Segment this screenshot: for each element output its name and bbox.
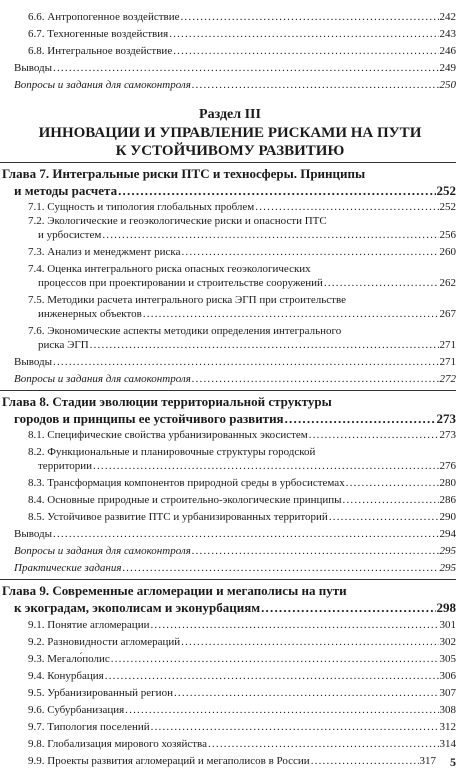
toc-entry-page: 273 <box>439 429 456 441</box>
chapter-divider <box>0 579 456 580</box>
toc-entry-title-cont: территории <box>38 460 93 472</box>
chapter-title-line2 <box>0 411 460 427</box>
chapter-title-cont: к экоградам, экополисам и эконурбациям <box>14 600 261 615</box>
page-number: 5 <box>450 755 456 769</box>
section-title-line2: К УСТОЙЧИВОМУ РАЗВИТИЮ <box>115 143 345 159</box>
chapter-page: 252 <box>436 183 456 198</box>
toc-entry-page: 250 <box>439 79 456 91</box>
toc-entry-title: 9.4. Конурбация <box>28 670 104 682</box>
dot-leader <box>255 200 438 214</box>
dot-leader <box>53 61 438 75</box>
toc-entry-page: 306 <box>439 670 456 682</box>
toc-entry-title: 6.8. Интегральное воздействие <box>28 45 173 57</box>
dot-leader <box>324 276 439 290</box>
toc-entry-title: 8.5. Устойчивое развитие ПТС и урбанизированных территорий <box>28 511 328 523</box>
toc-entry-practical <box>0 561 460 575</box>
toc-entry-page: 312 <box>439 721 456 733</box>
toc-entry-title: 9.5. Урбанизированный регион <box>28 687 173 699</box>
dot-leader <box>180 10 438 24</box>
dot-leader <box>93 459 438 473</box>
toc-entry-questions <box>0 78 460 92</box>
chapter-page: 273 <box>436 411 456 426</box>
toc-entry-page: 280 <box>439 477 456 489</box>
toc-entry-title-cont: инженерных объектов <box>38 308 142 320</box>
toc-entry-title-cont: риска ЭГП <box>38 339 89 351</box>
toc-entry-title: 9.7. Типология поселений <box>28 721 150 733</box>
toc-entry-page: 305 <box>439 653 456 665</box>
toc-entry-page: 301 <box>439 619 456 631</box>
dot-leader <box>105 669 439 683</box>
toc-entry <box>0 245 460 259</box>
toc-entry-title: 8.1. Специфические свойства урбанизированных экосистем <box>28 429 308 441</box>
toc-entry-title-cont: процессов при проектировании и строительстве сооружений <box>38 277 323 289</box>
toc-entry-title: 6.7. Техногенные воздействия <box>28 28 169 40</box>
toc-entry-title: Вопросы и задания для самоконтроля <box>14 373 191 385</box>
dot-leader <box>311 754 419 768</box>
toc-entry <box>0 307 460 321</box>
toc-entry-page: 262 <box>439 277 456 289</box>
toc-entry-page: 249 <box>439 62 456 74</box>
toc-entry-page: 243 <box>439 28 456 40</box>
toc-entry-title: Вопросы и задания для самоконтроля <box>14 545 191 557</box>
dot-leader <box>309 428 439 442</box>
dot-leader <box>125 703 438 717</box>
toc-entry-page: 242 <box>439 11 456 23</box>
dot-leader <box>102 228 438 242</box>
toc-entry <box>0 476 460 490</box>
toc-entry-title: 9.1. Понятие агломерации <box>28 619 150 631</box>
toc-entry-title: 9.6. Субурбанизация <box>28 704 125 716</box>
chapter-divider <box>0 390 456 391</box>
toc-entry-page: 307 <box>439 687 456 699</box>
toc-entry-title: 8.2. Функциональные и планировочные структуры городской <box>28 446 316 458</box>
chapter-title-line2 <box>0 183 460 199</box>
dot-leader <box>151 720 439 734</box>
toc-entry-page: 256 <box>439 229 456 241</box>
chapter-title-line2 <box>0 600 460 616</box>
toc-entry-title: 6.6. Антропогенное воздействие <box>28 11 180 23</box>
toc-entry-title: 9.8. Глобализация мирового хозяйства <box>28 738 207 750</box>
toc-entry-title: Выводы <box>14 62 53 74</box>
toc-entry-page: 302 <box>439 636 456 648</box>
chapter-title-cont: и методы расчета <box>14 183 118 198</box>
dot-leader <box>346 476 439 490</box>
toc-entry-title: 9.2. Разновидности агломераций <box>28 636 181 648</box>
toc-entry-title: 9.9. Проекты развития агломераций и мегаполисов в России <box>28 755 310 767</box>
toc-entry-page: 290 <box>439 511 456 523</box>
dot-leader <box>208 737 439 751</box>
toc-entry <box>0 686 460 700</box>
chapter-title-cont: городов и принципы ее устойчивого развития <box>14 411 284 426</box>
toc-entry-title: 8.3. Трансформация компонентов природной среды в урбосистемах <box>28 477 345 489</box>
chapter-title: Глава 7. Интегральные риски ПТС и техносферы. Принципы <box>2 166 366 181</box>
toc-entry <box>0 276 460 290</box>
toc-entry-page: 308 <box>439 704 456 716</box>
toc-entry <box>0 703 460 717</box>
chapter-title: Глава 8. Стадии эволюции территориальной структуры <box>2 394 332 409</box>
dot-leader <box>261 600 435 616</box>
toc-entry <box>0 737 460 751</box>
toc-entry-conclusions <box>0 355 460 369</box>
dot-leader <box>143 307 439 321</box>
toc-entry <box>0 618 460 632</box>
chapter-divider <box>0 162 456 163</box>
dot-leader <box>329 510 439 524</box>
toc-entry-title: 8.4. Основные природные и строительно-экологические принципы <box>28 494 342 506</box>
toc-entry-title: 7.1. Сущность и типология глобальных проблем <box>28 201 255 213</box>
section-title-line1: ИННОВАЦИИ И УПРАВЛЕНИЕ РИСКАМИ НА ПУТИ <box>38 125 422 141</box>
dot-leader <box>192 544 439 558</box>
toc-entry <box>0 44 460 58</box>
toc-entry-title: Практические задания <box>14 562 122 574</box>
toc-entry-title: 7.4. Оценка интегрального риска опасных геоэкологических <box>28 263 311 275</box>
dot-leader <box>90 338 439 352</box>
toc-entry <box>0 669 460 683</box>
dot-leader <box>111 652 439 666</box>
toc-entry <box>0 754 440 768</box>
dot-leader <box>169 27 438 41</box>
dot-leader <box>192 78 439 92</box>
toc-entry <box>0 338 460 352</box>
toc-entry-page: 271 <box>439 339 456 351</box>
toc-entry-page: 246 <box>439 45 456 57</box>
toc-entry-conclusions <box>0 527 460 541</box>
toc-entry-page: 317 <box>419 755 436 767</box>
toc-entry-title: Выводы <box>14 356 53 368</box>
dot-leader <box>173 44 438 58</box>
toc-entry-page: 276 <box>439 460 456 472</box>
toc-entry-page: 295 <box>439 562 456 574</box>
dot-leader <box>174 686 439 700</box>
dot-leader <box>53 355 438 369</box>
toc-entry-title: 9.3. Мегало́полис <box>28 653 110 665</box>
toc-entry-page: 267 <box>439 308 456 320</box>
toc-entry <box>0 510 460 524</box>
toc-entry-questions <box>0 372 460 386</box>
toc-entry <box>0 428 460 442</box>
toc-entry <box>0 228 460 242</box>
chapter-page: 298 <box>436 600 456 615</box>
toc-entry <box>0 652 460 666</box>
toc-entry-page: 271 <box>439 356 456 368</box>
toc-entry-conclusions <box>0 61 460 75</box>
toc-entry-title: Выводы <box>14 528 53 540</box>
dot-leader <box>53 527 438 541</box>
toc-entry-page: 314 <box>439 738 456 750</box>
dot-leader <box>122 561 438 575</box>
toc-entry <box>0 493 460 507</box>
toc-entry-title: 7.3. Анализ и менеджмент риска <box>28 246 181 258</box>
dot-leader <box>150 618 438 632</box>
toc-entry <box>0 459 460 473</box>
toc-entry-page: 294 <box>439 528 456 540</box>
dot-leader <box>285 411 436 427</box>
toc-entry-page: 295 <box>439 545 456 557</box>
toc-entry-title: Вопросы и задания для самоконтроля <box>14 79 191 91</box>
toc-entry <box>0 635 460 649</box>
dot-leader <box>343 493 439 507</box>
chapter-title: Глава 9. Современные агломерации и мегаполисы на пути <box>2 583 347 598</box>
section-label: Раздел III <box>199 107 261 122</box>
toc-entry <box>0 10 460 24</box>
toc-entry-title-cont: и урбосистем <box>38 229 102 241</box>
dot-leader <box>118 183 435 199</box>
dot-leader <box>181 245 438 259</box>
toc-entry-title: 7.5. Методики расчета интегрального риска ЭГП при строительстве <box>28 294 346 306</box>
toc-entry-page: 252 <box>439 201 456 213</box>
toc-entry <box>0 720 460 734</box>
toc-entry-title: 7.6. Экономические аспекты методики определения интегрального <box>28 325 342 337</box>
toc-entry-questions <box>0 544 460 558</box>
toc-entry <box>0 200 460 214</box>
dot-leader <box>192 372 439 386</box>
toc-entry-page: 286 <box>439 494 456 506</box>
toc-entry <box>0 27 460 41</box>
toc-entry-title: 7.2. Экологические и геоэкологические риски и опасности ПТС <box>28 215 327 227</box>
toc-entry-page: 272 <box>439 373 456 385</box>
toc-entry-page: 260 <box>439 246 456 258</box>
dot-leader <box>181 635 438 649</box>
